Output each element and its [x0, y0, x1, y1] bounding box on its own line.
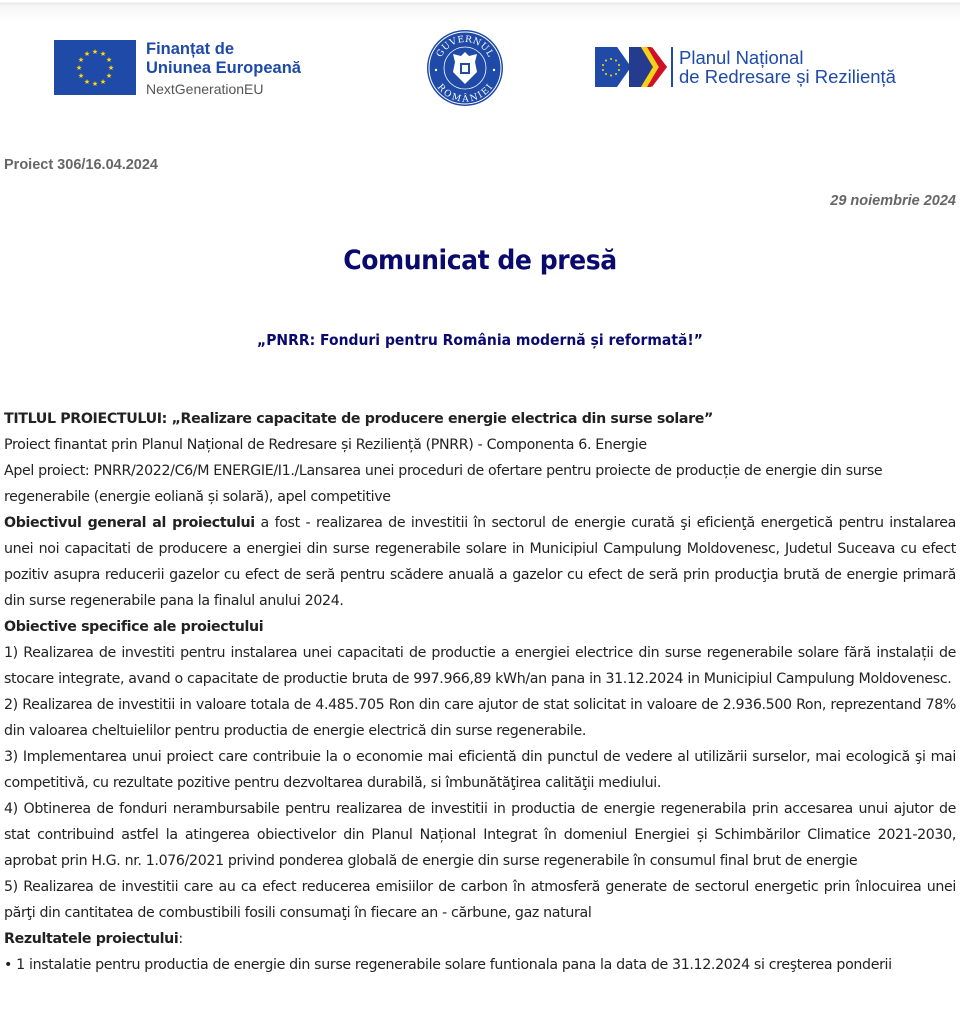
eu-flag-icon [54, 40, 136, 95]
document-body [4, 406, 956, 978]
seal-top-text: GUVERNUL [434, 34, 496, 60]
result-1: • 1 instalatie pentru productia de energie din surse regenerabile solare funtionala pana la data de 31.12.2024 si creşterea ponderii [4, 957, 892, 973]
svg-text:★: ★ [99, 78, 107, 86]
pnrr-logo [595, 47, 896, 87]
svg-text:★: ★ [105, 72, 113, 80]
svg-text:★: ★ [83, 50, 91, 58]
project-title: TITLUL PROIECTULUI: „Realizare capacitate de producere energie electrica din surse solare” [4, 411, 713, 427]
call-line: Apel proiect: PNRR/2022/C6/M ENERGIE/I1./Lansarea unei proceduri de ofertare pentru proiecte de producție de energie din surse regenerabile (energie eoliană și solară), apel competitive [4, 463, 883, 505]
top-shadow [0, 0, 960, 22]
eu-funding-logo [54, 40, 301, 99]
svg-text:★: ★ [75, 64, 83, 72]
seal-bottom-text: ROMÂNIEI [434, 82, 496, 105]
results-colon: : [178, 931, 183, 947]
financing-line: Proiect finantat prin Planul Național de Redresare și Reziliență (PNRR) - Componenta 6. Energie [4, 437, 647, 453]
logo-header [0, 28, 960, 108]
romanian-government-seal-icon [425, 28, 505, 108]
pnrr-logo-line1: Planul Național [679, 47, 804, 68]
page-subtitle: „PNRR: Fonduri pentru România modernă și reformată!” [257, 331, 703, 349]
objective-1: 1) Realizarea de investiti pentru instalarea unei capacitati de productie a energiei electrice din surse regenerabile solare fără instalații de stocare integrate, avand o capacitate de productie bruta de 997.966,89 kWh/an pana in 31.12.2024 in Municipiul Campulung Moldovenesc. [4, 645, 956, 687]
svg-text:★: ★ [77, 56, 85, 64]
svg-text:★: ★ [83, 78, 91, 86]
specific-objectives-heading: Obiective specifice ale proiectului [4, 619, 264, 635]
page-title: Comunicat de presă [343, 245, 617, 276]
eu-logo-line1: Finanțat de [146, 40, 235, 58]
eu-logo-line2: Uniunea Europeană [146, 59, 301, 77]
svg-text:★: ★ [105, 56, 113, 64]
pnrr-logo-divider [671, 47, 673, 87]
svg-text:★: ★ [99, 50, 107, 58]
eu-logo-line3: NextGenerationEU [146, 81, 264, 97]
general-objective-paragraph [4, 510, 956, 614]
svg-text:★: ★ [91, 80, 99, 88]
project-number: Proiect 306/16.04.2024 [4, 157, 158, 173]
results-heading: Rezultatele proiectului [4, 931, 179, 947]
objective-3: 3) Implementarea unui proiect care contribuie la o economie mai eficientă din punctul de vedere al utilizării surselor, mai ecologică şi mai competitivă, cu rezultate pozitive pentru dezvoltarea durabilă, si îmbunătăţirea calităţii mediului. [4, 749, 956, 791]
objective-5: 5) Realizarea de investitii care au ca efect reducerea emisiilor de carbon în atmosferă generate de sectorul energetic prin înlocuirea unei părţi din cantitatea de combustibili fosili consumaţi în fiecare an - cărbune, gaz natural [4, 879, 956, 921]
pnrr-arrows-icon [595, 47, 667, 87]
svg-text:★: ★ [77, 72, 85, 80]
svg-text:★: ★ [91, 48, 99, 56]
document-date: 29 noiembrie 2024 [830, 193, 956, 209]
pnrr-logo-line2: de Redresare și Reziliență [679, 66, 896, 87]
general-objective-text: a fost - realizarea de investitii în sectorul de energie curată şi eficienţă energetică pentru instalarea unei noi capacitati de producere a energiei din surse regenerabile solare in Municipiul Campulung Moldovenesc, Judetul Suceava cu efect pozitiv asupra reducerii gazelor cu efect de seră pentru scădere anuală a gazelor cu efect de seră prin producţia brută de energie primară din surse regenerabile pana la finalul anului 2024. [4, 515, 956, 609]
svg-text:★: ★ [107, 64, 115, 72]
objective-2: 2) Realizarea de investitii in valoare totala de 4.485.705 Ron din care ajutor de stat solicitat in valoare de 2.936.500 Ron, reprezentand 78% din valoarea cheltuielilor pentru productia de energie electrică din surse regenerabile. [4, 697, 956, 739]
general-objective-label: Obiectivul general al proiectului [4, 515, 255, 531]
objective-4: 4) Obtinerea de fonduri nerambursabile pentru realizarea de investitii in productia de energie regenerabila prin accesarea unui ajutor de stat contribuind astfel la atingerea obiectivelor din Planul Național Integrat în domeniul Energiei și Schimbărilor Climatice 2021-2030, aprobat prin H.G. nr. 1.076/2021 privind ponderea globală de energie din surse regenerabile în consumul final brut de energie [4, 801, 956, 869]
